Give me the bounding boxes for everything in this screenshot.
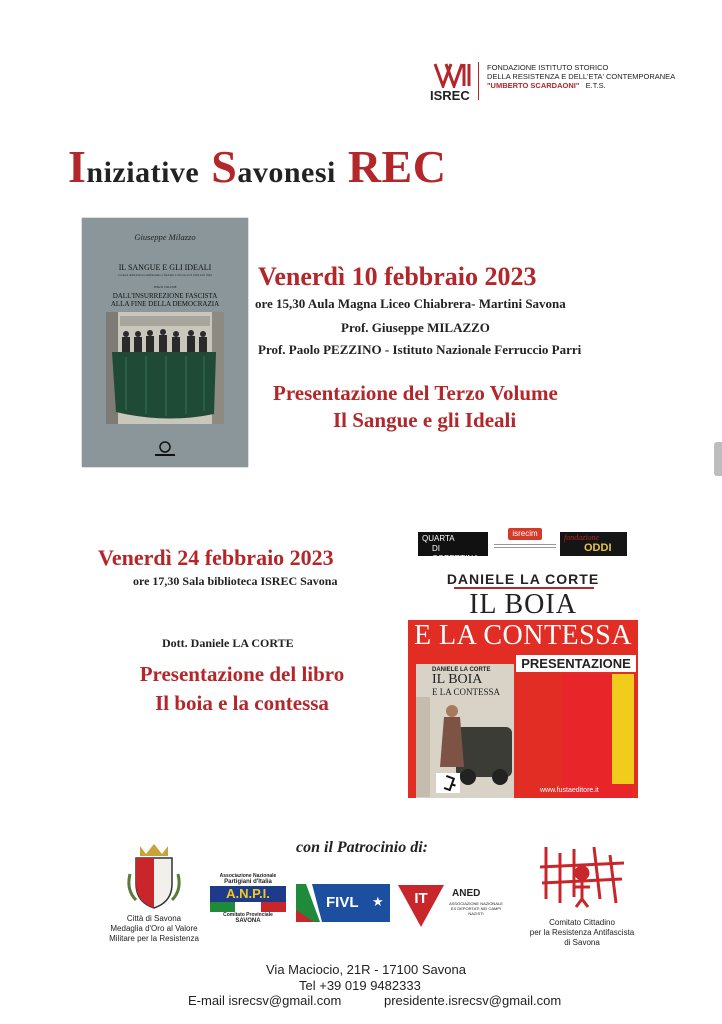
book1-subtitle: Cronaca della lotta tra antifascismo e fascismo a Savona tra il 1919 ed il 1924 <box>118 273 212 277</box>
isrecim-logo <box>494 528 556 558</box>
event2-presentation <box>113 660 371 718</box>
aned-triangle-icon <box>398 883 444 927</box>
side-scroll-handle[interactable] <box>714 442 722 476</box>
book1-volume-title-line-2: ALLA FINE DELLA DEMOCRAZIA <box>110 300 220 308</box>
foundation-name-block <box>487 63 687 90</box>
book1-volume: TERZO VOLUME <box>153 285 177 289</box>
title-word-rec: REC <box>347 141 447 192</box>
foundation-name: "UMBERTO SCARDAONI" <box>487 81 580 90</box>
foundation-ets: E.T.S. <box>585 81 606 90</box>
aned-sub-2: EX DEPORTATI NEI CAMPI NAZISTI <box>450 906 502 916</box>
book2-cover-author: DANIELE LA CORTE <box>432 667 491 673</box>
book2-cover-title-2: E LA CONTESSA <box>432 687 501 697</box>
book1-volume-title <box>82 292 248 308</box>
quarta-logo-line-1: QUARTA <box>422 534 455 543</box>
fivl-star-icon: ★ <box>372 894 384 909</box>
fivl-label: FIVL <box>326 894 359 911</box>
publisher-logo-icon <box>152 440 178 458</box>
event2-presentation-line-1: Presentazione del libro <box>139 662 345 686</box>
isrecim-logo-rule-2 <box>494 547 556 548</box>
savona-label-3: Militare per la Resistenza <box>109 934 199 943</box>
event1-presentation-line-1: Presentazione del Terzo Volume <box>273 381 558 405</box>
oddi-logo-line-1: fondazione <box>564 533 600 542</box>
quarta-di-copertina-logo <box>418 532 488 563</box>
isrecim-logo-text: isrecim <box>508 528 542 540</box>
isrec-logo-mark-icon <box>433 62 471 88</box>
event1-speaker-2: Prof. Paolo PEZZINO - Istituto Nazionale Ferruccio Parri <box>258 342 582 357</box>
event1-time-place: ore 15,30 Aula Magna Liceo Chiabrera- Martini Savona <box>255 296 566 311</box>
title-initial-i: I <box>68 141 87 192</box>
quarta-logo-line-2: DI COPERTINA <box>432 544 479 563</box>
book1-cover-photo <box>106 312 224 424</box>
savona-label-1: Città di Savona <box>126 914 182 923</box>
fivl-logo <box>296 884 390 922</box>
balcony-photo-icon <box>106 312 224 424</box>
aned-sub <box>443 901 509 916</box>
anpi-bottom-2: SAVONA <box>235 918 261 924</box>
book2-cover <box>416 664 514 798</box>
book2-cover-title-1: IL BOIA <box>432 672 483 687</box>
comitato-label-1: Comitato Cittadino <box>549 918 615 927</box>
foundation-line-2: DELLA RESISTENZA E DELL'ETA' CONTEMPORANEA <box>487 72 676 81</box>
comitato-logo-icon <box>540 843 624 909</box>
book2-presentation-label: PRESENTAZIONE <box>516 655 636 672</box>
anpi-bottom-1: Comitato Provinciale <box>223 912 273 918</box>
event2-date: Venerdì 24 febbraio 2023 <box>98 545 334 570</box>
savona-coat-of-arms-icon <box>126 840 182 912</box>
book1-volume-title-line-1: DALL'INSURREZIONE FASCISTA <box>112 292 218 300</box>
book2-title: IL BOIA <box>469 589 577 620</box>
anpi-name: A.N.P.I. <box>210 886 286 902</box>
book1-title: IL SANGUE E GLI IDEALI <box>118 263 212 272</box>
aned-sub-1: ASSOCIAZIONE NAZIONALE <box>449 901 503 906</box>
anpi-flag-white <box>235 902 260 912</box>
patronage-heading: con il Patrocinio di: <box>296 839 428 856</box>
event2-time-place: ore 17,30 Sala biblioteca ISREC Savona <box>133 574 338 588</box>
anpi-top-1: Associazione Nazionale <box>219 873 277 879</box>
event1-speaker-1: Prof. Giuseppe MILAZZO <box>341 320 490 335</box>
event1-presentation-line-2: Il Sangue e gli Ideali <box>333 408 517 432</box>
book-cover-il-sangue <box>82 218 248 467</box>
title-word-iniziative: niziative <box>86 156 200 189</box>
foundation-line-1: FONDAZIONE ISTITUTO STORICO <box>487 63 609 72</box>
event2-speaker: Dott. Daniele LA CORTE <box>162 636 294 650</box>
event1-date: Venerdì 10 febbraio 2023 <box>258 262 537 291</box>
event2-presentation-line-2: Il boia e la contessa <box>155 691 329 715</box>
book2-cover-illustration-icon <box>416 697 514 797</box>
fondazione-oddi-logo <box>560 532 627 556</box>
footer-address: Via Maciocio, 21R - 17100 Savona <box>266 962 466 977</box>
svg-text:IT: IT <box>414 890 428 907</box>
anpi-flag <box>210 902 286 912</box>
savona-label <box>96 914 212 944</box>
savona-label-2: Medaglia d'Oro al Valore <box>110 924 198 933</box>
footer-phone: Tel +39 019 9482333 <box>299 978 421 993</box>
comitato-label-3: di Savona <box>564 938 600 947</box>
fivl-flag-icon <box>296 884 322 922</box>
title-word-savonesi: avonesi <box>237 156 336 189</box>
page-title <box>68 140 446 193</box>
book2-yellow-stripe <box>612 674 634 784</box>
aned-label: ANED <box>452 888 481 899</box>
isrecim-logo-rule <box>494 544 556 545</box>
book2-author: DANIELE LA CORTE <box>446 571 600 587</box>
book2-url: www.fustaeditore.it <box>540 787 599 794</box>
header-divider <box>478 62 479 100</box>
comitato-label-2: per la Resistenza Antifascista <box>529 928 635 937</box>
anpi-flag-green <box>210 902 235 912</box>
footer-email-1[interactable]: E-mail isrecsv@gmail.com <box>188 993 342 1008</box>
book2-title-2: E LA CONTESSA <box>413 620 633 651</box>
book1-author: Giuseppe Milazzo <box>134 232 196 242</box>
footer-email-2[interactable]: presidente.isrecsv@gmail.com <box>384 993 562 1008</box>
comitato-label <box>518 918 646 948</box>
anpi-flag-red <box>261 902 286 912</box>
anpi-top-2: Partigiani d'Italia <box>224 879 272 885</box>
oddi-logo-line-2: ODDI <box>584 542 612 554</box>
isrec-logo-text: ISREC <box>430 88 470 103</box>
anpi-logo <box>210 873 286 929</box>
event1-presentation <box>273 380 558 434</box>
title-initial-s: S <box>211 141 238 192</box>
